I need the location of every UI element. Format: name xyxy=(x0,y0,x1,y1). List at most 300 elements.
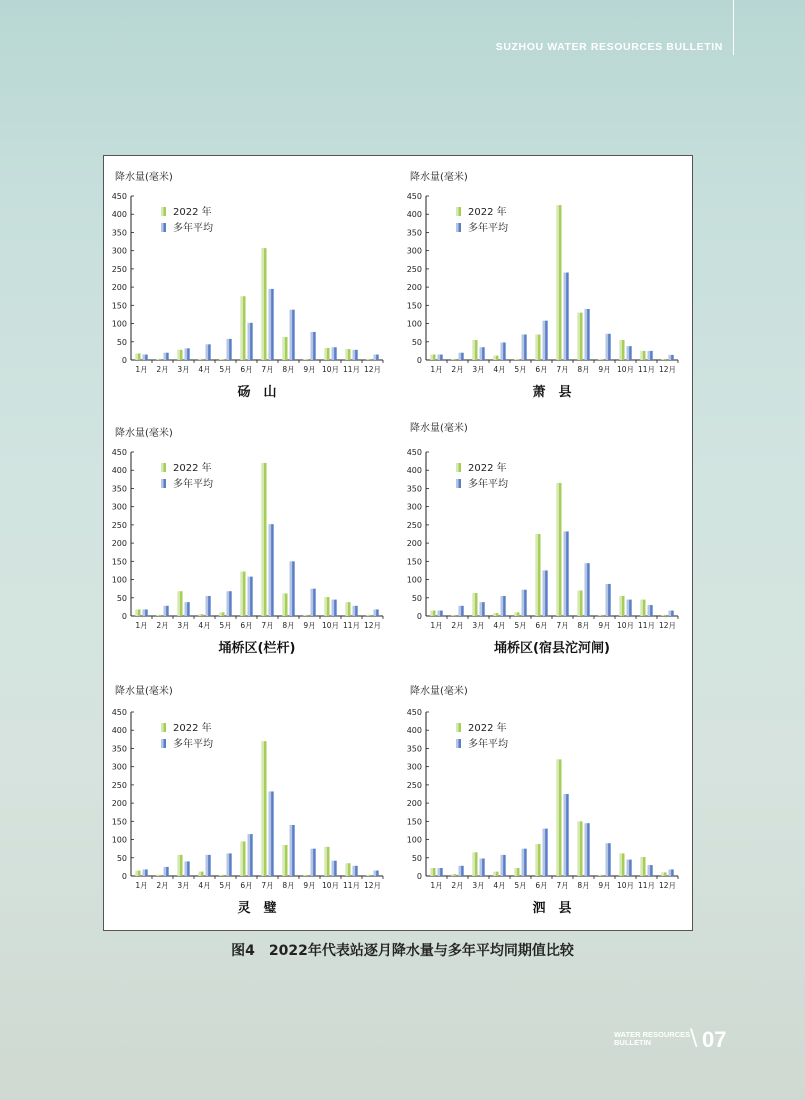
bar-avg-11-shade xyxy=(650,605,653,616)
bar-2022-7-shade xyxy=(559,759,562,876)
y-tick-label: 300 xyxy=(406,246,422,256)
bar-avg-7 xyxy=(269,791,272,876)
bar-avg-12-shade xyxy=(671,869,674,876)
legend-swatch-2 xyxy=(456,739,459,748)
bar-avg-11-shade xyxy=(355,866,358,876)
y-tick-label: 150 xyxy=(406,301,422,311)
x-tick-label: 3月 xyxy=(177,881,190,890)
legend-swatch-1-shade xyxy=(459,723,462,732)
bar-avg-4-shade xyxy=(208,855,211,876)
bar-2022-5-shade xyxy=(517,612,520,616)
bar-2022-2-shade xyxy=(454,874,457,876)
x-tick-label: 12月 xyxy=(658,881,677,890)
x-tick-label: 12月 xyxy=(658,621,677,630)
bar-avg-10 xyxy=(332,861,335,876)
bar-2022-12 xyxy=(661,872,664,876)
bar-avg-9 xyxy=(311,849,314,876)
legend-swatch-2 xyxy=(161,479,164,488)
bar-avg-9 xyxy=(311,332,314,360)
bar-avg-5 xyxy=(227,853,230,876)
bar-2022-5 xyxy=(514,359,517,360)
y-tick-label: 300 xyxy=(406,502,422,512)
y-tick-label: 100 xyxy=(111,835,127,845)
y-tick-label: 150 xyxy=(111,301,127,311)
bar-avg-10-shade xyxy=(334,600,337,616)
bar-2022-8 xyxy=(577,821,580,876)
bar-avg-11-shade xyxy=(355,606,358,616)
bar-2022-2 xyxy=(451,359,454,360)
bar-2022-4 xyxy=(198,614,201,616)
y-axis-label: 降水量(毫米) xyxy=(115,428,173,439)
legend-swatch-1 xyxy=(161,723,164,732)
y-tick-label: 50 xyxy=(411,853,422,863)
header-divider xyxy=(733,0,734,55)
x-tick-label: 7月 xyxy=(261,621,274,630)
bar-2022-12-shade xyxy=(369,875,372,876)
bar-2022-5 xyxy=(219,875,222,876)
x-tick-label: 7月 xyxy=(261,365,274,374)
bar-2022-8-shade xyxy=(285,845,288,876)
x-tick-label: 4月 xyxy=(198,365,211,374)
bar-avg-4 xyxy=(206,596,209,616)
y-tick-label: 200 xyxy=(111,799,127,809)
bar-avg-6-shade xyxy=(545,321,548,360)
bar-avg-9-shade xyxy=(608,843,611,876)
x-tick-label: 1月 xyxy=(135,881,148,890)
bar-avg-4 xyxy=(206,344,209,360)
x-tick-label: 3月 xyxy=(472,621,485,630)
bar-2022-4 xyxy=(198,359,201,360)
charts-canvas xyxy=(104,156,692,930)
bar-2022-11-shade xyxy=(643,857,646,876)
bar-2022-7 xyxy=(261,741,264,876)
y-tick-label: 0 xyxy=(121,612,127,621)
bar-2022-8-shade xyxy=(580,313,583,360)
y-tick-label: 250 xyxy=(406,264,422,274)
bar-2022-11-shade xyxy=(348,863,351,876)
bar-2022-11 xyxy=(345,602,348,616)
bar-2022-3 xyxy=(472,852,475,876)
x-tick-label: 5月 xyxy=(514,621,527,630)
bar-avg-9 xyxy=(606,843,609,876)
y-tick-label: 450 xyxy=(406,192,422,201)
x-tick-label: 8月 xyxy=(577,621,590,630)
bar-avg-1 xyxy=(438,611,441,616)
bar-2022-2-shade xyxy=(454,359,457,360)
bar-2022-3 xyxy=(472,340,475,360)
chart-title: 萧 县 xyxy=(532,385,572,400)
bar-2022-3-shade xyxy=(475,340,478,360)
bar-avg-3 xyxy=(480,347,483,360)
bar-2022-8-shade xyxy=(580,821,583,876)
bar-avg-4-shade xyxy=(503,855,506,876)
y-tick-label: 300 xyxy=(111,502,127,512)
bar-avg-1-shade xyxy=(145,355,148,360)
bar-avg-12-shade xyxy=(671,355,674,360)
bar-2022-7 xyxy=(556,759,559,876)
legend-swatch-1 xyxy=(456,463,459,472)
bar-2022-7-shade xyxy=(559,483,562,616)
x-tick-label: 8月 xyxy=(282,365,295,374)
y-tick-label: 350 xyxy=(406,744,422,754)
bar-2022-6-shade xyxy=(243,296,246,360)
bar-2022-2 xyxy=(156,875,159,876)
bar-2022-1 xyxy=(135,871,138,876)
bar-2022-11 xyxy=(345,349,348,360)
bar-2022-10 xyxy=(619,596,622,616)
y-tick-label: 400 xyxy=(406,726,422,736)
x-tick-label: 2月 xyxy=(156,881,169,890)
y-tick-label: 100 xyxy=(111,575,127,585)
y-tick-label: 350 xyxy=(406,228,422,238)
bar-2022-5-shade xyxy=(222,612,225,616)
legend-swatch-1 xyxy=(161,463,164,472)
y-tick-label: 100 xyxy=(406,319,422,329)
bar-2022-12-shade xyxy=(369,359,372,360)
legend-swatch-1-shade xyxy=(164,723,167,732)
y-tick-label: 0 xyxy=(121,356,127,365)
x-tick-label: 5月 xyxy=(514,365,527,374)
bar-2022-7-shade xyxy=(264,248,267,360)
y-tick-label: 300 xyxy=(406,762,422,772)
bar-avg-7-shade xyxy=(566,531,569,616)
legend-swatch-2-shade xyxy=(459,739,462,748)
bar-avg-6 xyxy=(248,577,251,616)
legend-label-1: 2022 年 xyxy=(173,207,212,218)
x-tick-label: 1月 xyxy=(430,365,443,374)
y-tick-label: 0 xyxy=(121,872,127,881)
y-tick-label: 200 xyxy=(111,283,127,293)
bar-avg-5-shade xyxy=(229,853,232,876)
bar-2022-6 xyxy=(240,572,243,616)
bar-2022-4-shade xyxy=(496,613,499,616)
bar-2022-4 xyxy=(493,872,496,876)
bar-avg-11-shade xyxy=(355,350,358,360)
y-tick-label: 250 xyxy=(406,780,422,790)
bar-avg-9 xyxy=(606,334,609,360)
bar-2022-10-shade xyxy=(622,596,625,616)
bar-avg-8-shade xyxy=(292,561,295,616)
bar-2022-3-shade xyxy=(475,852,478,876)
bar-avg-8-shade xyxy=(292,825,295,876)
y-tick-label: 350 xyxy=(111,228,127,238)
bar-2022-2 xyxy=(451,874,454,876)
bar-2022-10 xyxy=(619,340,622,360)
y-tick-label: 250 xyxy=(111,780,127,790)
bar-avg-1 xyxy=(438,355,441,360)
bar-avg-4-shade xyxy=(503,343,506,360)
x-tick-label: 9月 xyxy=(303,621,316,630)
y-tick-label: 200 xyxy=(111,539,127,549)
bar-2022-5 xyxy=(514,868,517,876)
bar-avg-11 xyxy=(353,350,356,360)
bar-avg-10-shade xyxy=(629,600,632,616)
legend-label-1: 2022 年 xyxy=(173,463,212,474)
x-tick-label: 5月 xyxy=(514,881,527,890)
bar-2022-5-shade xyxy=(222,359,225,360)
bar-avg-5 xyxy=(227,339,230,360)
bar-2022-6-shade xyxy=(243,841,246,876)
x-tick-label: 2月 xyxy=(451,881,464,890)
x-tick-label: 5月 xyxy=(219,365,232,374)
bar-2022-9 xyxy=(598,615,601,616)
bar-2022-12 xyxy=(366,359,369,360)
bar-avg-10-shade xyxy=(629,346,632,360)
bar-2022-6 xyxy=(535,844,538,876)
bar-avg-9-shade xyxy=(313,589,316,616)
bar-avg-1-shade xyxy=(440,355,443,360)
bar-avg-3 xyxy=(480,859,483,876)
footer-label xyxy=(614,1031,690,1047)
bar-avg-5 xyxy=(522,334,525,360)
y-axis-label: 降水量(毫米) xyxy=(410,686,468,697)
bar-avg-4 xyxy=(501,855,504,876)
legend-label-2: 多年平均 xyxy=(468,479,508,490)
bar-avg-9-shade xyxy=(608,584,611,616)
figure-caption: 图4 2022年代表站逐月降水量与多年平均同期值比较 xyxy=(231,943,574,959)
bar-2022-6-shade xyxy=(538,534,541,616)
legend-label-1: 2022 年 xyxy=(468,723,507,734)
x-tick-label: 12月 xyxy=(658,365,677,374)
bar-avg-6 xyxy=(543,829,546,876)
bar-2022-10 xyxy=(324,597,327,616)
footer-label-line1: WATER RESOURCES xyxy=(614,1030,691,1039)
bar-avg-1-shade xyxy=(145,609,148,616)
y-tick-label: 200 xyxy=(406,799,422,809)
x-tick-label: 3月 xyxy=(472,365,485,374)
bar-2022-2 xyxy=(156,615,159,616)
bar-2022-12-shade xyxy=(664,359,667,360)
bar-avg-1-shade xyxy=(440,611,443,616)
x-tick-label: 2月 xyxy=(156,621,169,630)
legend-swatch-1-shade xyxy=(164,207,167,216)
bar-avg-4 xyxy=(206,855,209,876)
bar-2022-1 xyxy=(430,868,433,876)
bar-2022-8 xyxy=(577,590,580,616)
chart-title: 埇桥区(宿县沱河闸) xyxy=(494,641,610,656)
bar-avg-6-shade xyxy=(545,570,548,616)
y-tick-label: 50 xyxy=(116,853,127,863)
bar-2022-3-shade xyxy=(475,593,478,616)
bar-avg-6-shade xyxy=(250,323,253,360)
bar-2022-10 xyxy=(619,853,622,876)
y-tick-label: 0 xyxy=(416,356,422,365)
x-tick-label: 2月 xyxy=(451,621,464,630)
charts-panel xyxy=(103,155,693,931)
y-tick-label: 350 xyxy=(111,484,127,494)
x-tick-label: 5月 xyxy=(219,881,232,890)
bar-2022-10-shade xyxy=(622,340,625,360)
x-tick-label: 4月 xyxy=(493,365,506,374)
bar-avg-4-shade xyxy=(208,596,211,616)
x-tick-label: 5月 xyxy=(219,621,232,630)
bar-2022-2 xyxy=(451,615,454,616)
bar-2022-9 xyxy=(598,875,601,876)
x-tick-label: 6月 xyxy=(240,881,253,890)
x-tick-label: 8月 xyxy=(282,881,295,890)
bar-avg-1-shade xyxy=(145,869,148,876)
bar-avg-12 xyxy=(669,355,672,360)
bar-avg-2-shade xyxy=(461,866,464,876)
bar-2022-5 xyxy=(219,612,222,616)
bar-avg-12 xyxy=(374,871,377,876)
bar-2022-5-shade xyxy=(222,875,225,876)
legend-label-2: 多年平均 xyxy=(173,739,213,750)
bar-2022-2 xyxy=(156,359,159,360)
bar-2022-4-shade xyxy=(496,356,499,360)
legend-swatch-1-shade xyxy=(459,207,462,216)
legend-swatch-2-shade xyxy=(459,479,462,488)
bar-avg-11 xyxy=(648,351,651,360)
x-tick-label: 8月 xyxy=(577,365,590,374)
bar-2022-3-shade xyxy=(180,855,183,876)
y-tick-label: 150 xyxy=(111,817,127,827)
bar-2022-9-shade xyxy=(601,875,604,876)
bar-avg-7-shade xyxy=(271,289,274,360)
x-tick-label: 7月 xyxy=(556,881,569,890)
bar-avg-3-shade xyxy=(187,602,190,616)
bar-avg-7-shade xyxy=(566,794,569,876)
x-tick-label: 6月 xyxy=(535,621,548,630)
x-tick-label: 8月 xyxy=(577,881,590,890)
chart-title: 灵 璧 xyxy=(237,901,277,916)
x-tick-label: 9月 xyxy=(598,881,611,890)
bar-2022-6 xyxy=(535,534,538,616)
bar-2022-12 xyxy=(661,359,664,360)
bar-avg-3-shade xyxy=(482,602,485,616)
bar-2022-8 xyxy=(282,337,285,360)
bar-avg-10-shade xyxy=(334,861,337,876)
bar-avg-7 xyxy=(564,273,567,360)
bar-2022-7-shade xyxy=(559,205,562,360)
x-tick-label: 9月 xyxy=(303,365,316,374)
legend-swatch-2 xyxy=(456,223,459,232)
y-tick-label: 100 xyxy=(406,575,422,585)
x-tick-label: 2月 xyxy=(451,365,464,374)
bar-2022-2-shade xyxy=(454,615,457,616)
bar-2022-1 xyxy=(430,355,433,360)
bar-2022-3 xyxy=(177,591,180,616)
bar-avg-5-shade xyxy=(524,590,527,616)
x-tick-label: 2月 xyxy=(156,365,169,374)
y-tick-label: 0 xyxy=(416,872,422,881)
y-tick-label: 100 xyxy=(406,835,422,845)
bar-2022-9-shade xyxy=(601,615,604,616)
bar-2022-2-shade xyxy=(159,875,162,876)
bar-2022-12 xyxy=(661,615,664,616)
y-tick-label: 0 xyxy=(416,612,422,621)
bar-avg-12 xyxy=(374,355,377,360)
bar-avg-6 xyxy=(543,570,546,616)
x-tick-label: 10月 xyxy=(616,365,635,374)
bar-avg-7-shade xyxy=(566,273,569,360)
x-tick-label: 1月 xyxy=(135,365,148,374)
bar-avg-5-shade xyxy=(229,591,232,616)
legend-swatch-2-shade xyxy=(459,223,462,232)
y-tick-label: 250 xyxy=(111,520,127,530)
bar-2022-2-shade xyxy=(159,615,162,616)
y-tick-label: 150 xyxy=(406,557,422,567)
bar-avg-8 xyxy=(290,825,293,876)
bar-avg-2 xyxy=(459,866,462,876)
bar-2022-11-shade xyxy=(348,349,351,360)
bar-2022-8 xyxy=(577,313,580,360)
bar-avg-12 xyxy=(669,869,672,876)
x-tick-label: 4月 xyxy=(198,881,211,890)
legend-swatch-1 xyxy=(161,207,164,216)
legend-label-1: 2022 年 xyxy=(468,463,507,474)
bar-avg-8 xyxy=(585,309,588,360)
x-tick-label: 8月 xyxy=(282,621,295,630)
bar-avg-3 xyxy=(185,861,188,876)
legend-swatch-2-shade xyxy=(164,739,167,748)
bar-avg-2 xyxy=(164,606,167,616)
legend-label-1: 2022 年 xyxy=(468,207,507,218)
bar-2022-4-shade xyxy=(201,872,204,876)
y-tick-label: 50 xyxy=(411,593,422,603)
bar-avg-6 xyxy=(248,323,251,360)
bar-2022-9 xyxy=(303,359,306,360)
y-tick-label: 100 xyxy=(111,319,127,329)
x-tick-label: 4月 xyxy=(493,621,506,630)
bar-2022-1-shade xyxy=(138,609,141,616)
bar-2022-12-shade xyxy=(664,615,667,616)
bar-2022-8 xyxy=(282,593,285,616)
y-tick-label: 450 xyxy=(406,448,422,457)
bar-avg-9 xyxy=(311,589,314,616)
bar-2022-11 xyxy=(640,351,643,360)
y-tick-label: 200 xyxy=(406,539,422,549)
bar-avg-11-shade xyxy=(650,865,653,876)
footer-slash: \ xyxy=(690,1026,698,1051)
y-tick-label: 450 xyxy=(111,708,127,717)
x-tick-label: 6月 xyxy=(240,365,253,374)
bar-avg-5-shade xyxy=(524,849,527,876)
bar-2022-1-shade xyxy=(138,871,141,876)
x-tick-label: 1月 xyxy=(430,881,443,890)
bar-2022-7 xyxy=(556,205,559,360)
bar-avg-7 xyxy=(564,794,567,876)
bar-avg-12 xyxy=(374,609,377,616)
bar-avg-2-shade xyxy=(166,867,169,876)
legend-label-2: 多年平均 xyxy=(468,223,508,234)
chart-title: 埇桥区(栏杆) xyxy=(218,641,296,656)
x-tick-label: 3月 xyxy=(472,881,485,890)
bar-avg-4 xyxy=(501,343,504,360)
bar-2022-1 xyxy=(135,609,138,616)
x-tick-label: 12月 xyxy=(363,621,382,630)
bar-2022-11-shade xyxy=(643,351,646,360)
x-tick-label: 6月 xyxy=(535,881,548,890)
bar-2022-1 xyxy=(135,353,138,360)
bar-2022-6 xyxy=(240,296,243,360)
bar-2022-4 xyxy=(198,872,201,876)
bar-2022-8-shade xyxy=(285,337,288,360)
bar-2022-10-shade xyxy=(327,847,330,876)
x-tick-label: 7月 xyxy=(261,881,274,890)
x-tick-label: 9月 xyxy=(303,881,316,890)
legend-label-1: 2022 年 xyxy=(173,723,212,734)
y-tick-label: 50 xyxy=(116,593,127,603)
bar-avg-9-shade xyxy=(608,334,611,360)
bar-2022-7-shade xyxy=(264,741,267,876)
bar-avg-11-shade xyxy=(650,351,653,360)
bar-2022-9-shade xyxy=(306,615,309,616)
x-tick-label: 3月 xyxy=(177,365,190,374)
y-tick-label: 400 xyxy=(111,210,127,220)
x-tick-label: 4月 xyxy=(198,621,211,630)
y-tick-label: 400 xyxy=(406,210,422,220)
